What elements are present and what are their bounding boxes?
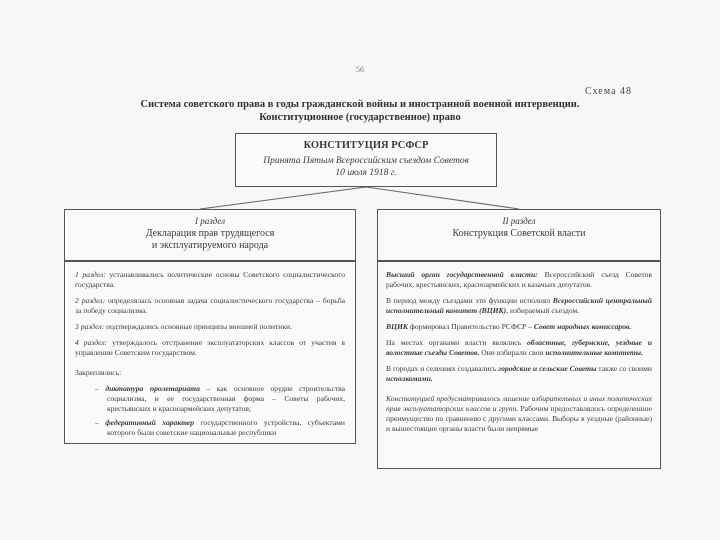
constitution-box — [235, 133, 497, 187]
constitution-heading: КОНСТИТУЦИЯ РСФСР — [303, 140, 429, 151]
page-number: 56 — [356, 65, 364, 74]
left-title-line-2: и эксплуатируемого народа — [151, 240, 269, 251]
fixed-label: Закреплялись: — [75, 368, 122, 377]
left-title-line-1: Декларация прав трудящегося — [145, 228, 275, 239]
right-paragraph: Высший орган государственной власти: Всероссийский съезд Советов рабочих, крестьянских, красноармейских и казачьих депутатов. — [386, 270, 652, 289]
left-section-number: I раздел — [195, 216, 225, 226]
right-section-header — [377, 209, 661, 261]
right-paragraph: В период между съездами эти функции исполнял Всероссийский центральный исполнительный комитет (ВЦИК), избираемый съездом. — [386, 296, 652, 315]
constitution-subtitle-line-2: 10 июля 1918 г. — [335, 168, 397, 178]
fixed-item: – федеративный характер государственного устройства, субъектами которого были советские национальные республики — [95, 418, 345, 437]
left-item: 3 раздел: подтверждались основные принципы внешней политики. — [75, 322, 293, 331]
title-line-2: Конституционное (государственное) право — [259, 112, 461, 123]
right-section-number: II раздел — [502, 216, 536, 226]
right-section-title: Конструкция Советской власти — [452, 228, 586, 239]
right-paragraph: Конституцией предусматривалось лишение избирательных и иных политических прав эксплуататорских классов и групп. Рабочим предоставлялось определенное преимущество по сравнению с другими классами. Выборы в уездные (районные) и вышестоящие органы власти были непрямые — [386, 394, 652, 433]
left-section-header — [64, 209, 356, 261]
left-item: 1 раздел: устанавливались политические основы Советского социалистического государства. — [75, 270, 346, 289]
right-paragraph: ВЦИК формировал Правительство РСФСР – Совет народных комиссаров. — [386, 322, 632, 331]
left-item: 2 раздел: определялась основная задача социалистического государства – борьба за победу социализма. — [75, 296, 345, 315]
connector-right — [366, 187, 519, 209]
left-section-title — [65, 228, 355, 252]
scheme-label: Схема 48 — [585, 86, 633, 97]
constitution-subtitle — [236, 155, 496, 179]
right-paragraph: На местах органами власти являлись областные, губернские, уездные и волостные съезды Советов. Они избирали свои исполнительные комитеты. — [386, 338, 652, 357]
left-section-body — [64, 261, 356, 444]
constitution-subtitle-line-1: Принята Пятым Всероссийским съездом Советов — [263, 156, 469, 166]
right-section-body — [377, 261, 661, 469]
page-title — [90, 98, 630, 124]
fixed-item: – диктатура пролетариата – как основное орудие строительства социализма, и ее государственная форма – Советы рабочих, крестьянских и красноармейских депутатов; — [95, 384, 345, 413]
title-line-1: Система советского права в годы гражданской войны и иностранной военной интервенции. — [140, 99, 580, 110]
connector-left — [200, 187, 366, 209]
right-paragraph: В городах и селениях создавались городские и сельские Советы также со своими исполкомами. — [386, 364, 652, 383]
left-item: 4 раздел: утверждалось отстранение эксплуататорских классов от участия в управлении Советским государством. — [75, 338, 345, 357]
